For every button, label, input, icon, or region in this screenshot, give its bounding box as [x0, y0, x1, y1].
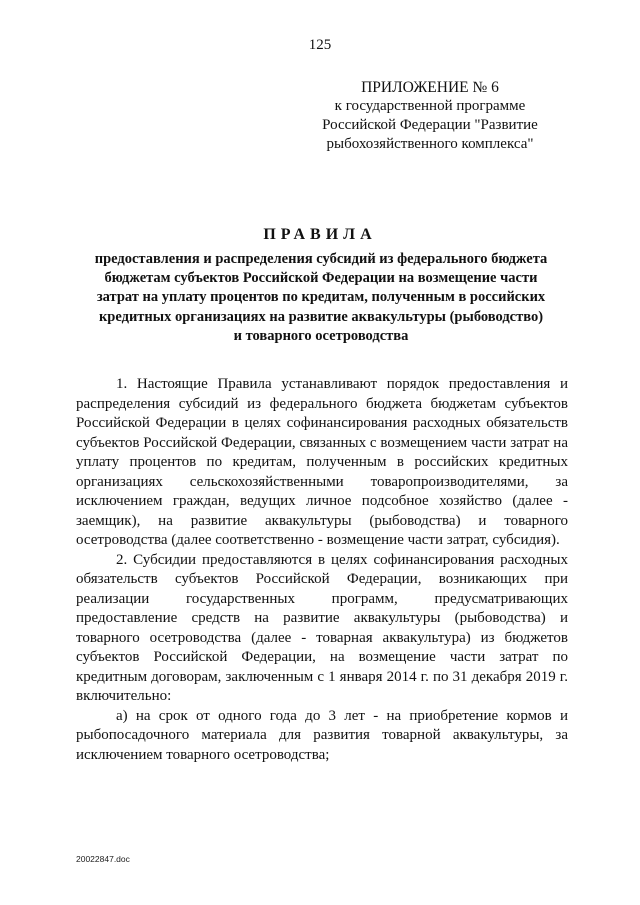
appendix-header [300, 78, 560, 154]
footer-doc-code: 20022847.doc [76, 854, 130, 864]
paragraph-2: 2. Субсидии предоставляются в целях софинансирования расходных обязательств субъектов Российской Федерации, возникающих при реализации государственных программ, предусматривающих предоставление средств на развитие аквакультуры (рыбоводства) и товарного осетроводства (далее - товарная аквакультура) из бюджетов субъектов Российской Федерации, на возмещение части затрат по кредитным договорам, заключенным с 1 января 2014 г. по 31 декабря 2019 г. включительно: [76, 551, 568, 704]
subtitle-line: бюджетам субъектов Российской Федерации на возмещение части [104, 270, 538, 287]
appendix-title: ПРИЛОЖЕНИЕ № 6 [361, 79, 499, 96]
subtitle-line: кредитных организациях на развитие аквакультуры (рыбоводство) [98, 308, 544, 325]
appendix-line: Российской Федерации "Развитие [322, 117, 538, 133]
paragraph-3: а) на срок от одного года до 3 лет - на приобретение кормов и рыбопосадочного материала для развития товарной аквакультуры, за исключением товарного осетроводства; [76, 707, 568, 763]
appendix-line: к государственной программе [334, 98, 526, 114]
rules-title: ПРАВИЛА [263, 226, 377, 243]
document-body [76, 375, 568, 765]
subtitle-line: и товарного осетроводства [233, 327, 409, 344]
rules-subtitle [72, 250, 570, 346]
paragraph-1: 1. Настоящие Правила устанавливают порядок предоставления и распределения субсидий из федерального бюджета бюджетам субъектов Российской Федерации в целях софинансирования расходных обязательств субъектов Российской Федерации, связанных с возмещением части затрат на уплату процентов по кредитам, полученным в российских кредитных организациях сельскохозяйственными товаропроизводителями, за исключением граждан, ведущих личное подсобное хозяйство (далее - заемщик), на развитие аквакультуры (рыбоводства) и товарного осетроводства (далее соответственно - возмещение части затрат, субсидия). [76, 376, 568, 548]
subtitle-line: затрат на уплату процентов по кредитам, полученным в российских [96, 289, 546, 306]
page-number: 125 [308, 37, 332, 53]
appendix-line: рыбохозяйственного комплекса" [326, 136, 534, 152]
subtitle-line: предоставления и распределения субсидий из федерального бюджета [94, 251, 548, 267]
